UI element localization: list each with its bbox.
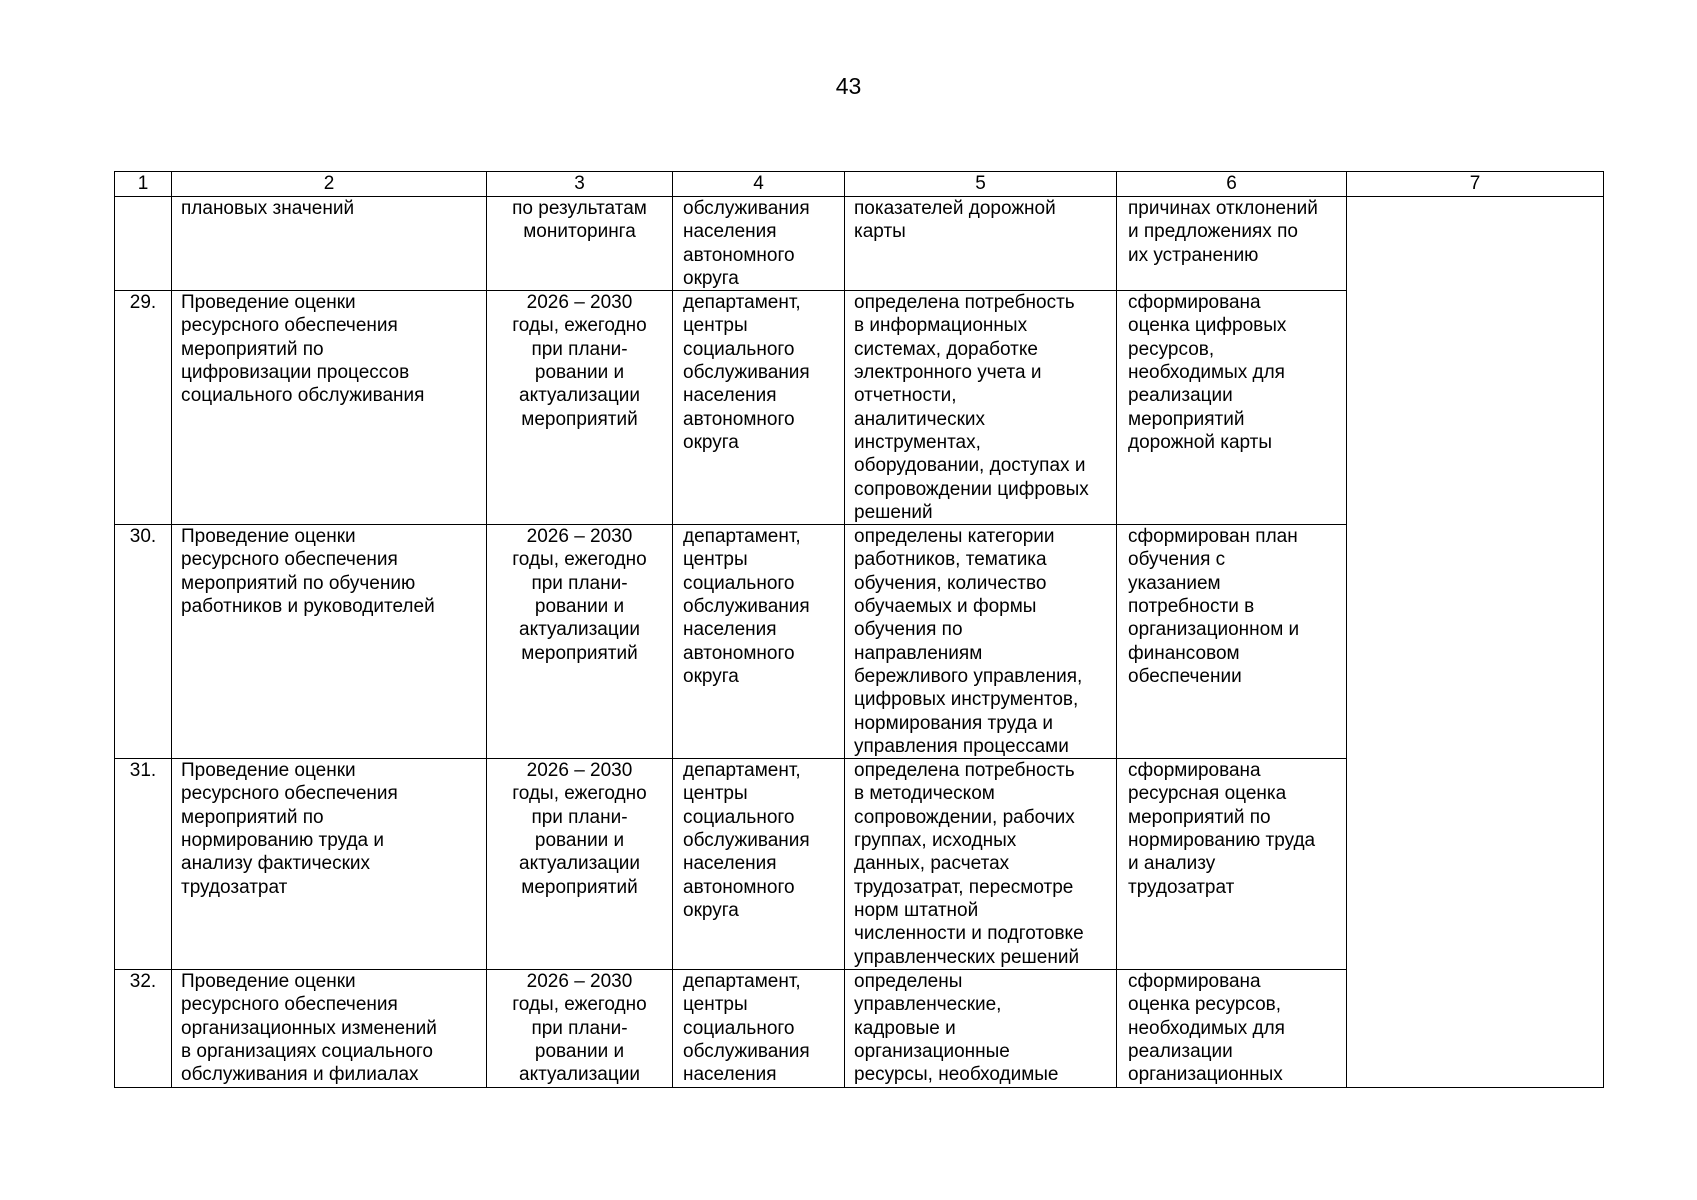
deadline-cell: 2026 – 2030 годы, ежегодно при плани- ровании и актуализации: [487, 970, 673, 1088]
result-cell: определена потребность в методическом сопровождении, рабочих группах, исходных данных, расчетах трудозатрат, пересмотре норм штатной численности и подготовке управленческих решений: [845, 759, 1117, 970]
column-header: 6: [1117, 172, 1347, 197]
result-cell: определены категории работников, тематика обучения, количество обучаемых и формы обучения по направлениям бережливого управления, цифровых инструментов, нормирования труда и управления процессами: [845, 525, 1117, 759]
table-header-row: [115, 172, 1604, 197]
activity-cell: Проведение оценки ресурсного обеспечения организационных изменений в организациях социального обслуживания и филиалах: [172, 970, 487, 1088]
column-header: 4: [673, 172, 845, 197]
row-number-cell: [115, 197, 172, 291]
responsible-cell: департамент, центры социального обслуживания населения автономного округа: [673, 759, 845, 970]
deadline-cell: 2026 – 2030 годы, ежегодно при плани- ровании и актуализации мероприятий: [487, 759, 673, 970]
activity-cell: плановых значений: [172, 197, 487, 291]
column-header: 2: [172, 172, 487, 197]
column-header: 1: [115, 172, 172, 197]
outcome-cell: сформирована оценка ресурсов, необходимых для реализации организационных: [1117, 970, 1347, 1088]
row-number-cell: 32.: [115, 970, 172, 1088]
responsible-cell: департамент, центры социального обслуживания населения автономного округа: [673, 291, 845, 525]
activity-cell: Проведение оценки ресурсного обеспечения мероприятий по нормированию труда и анализу фактических трудозатрат: [172, 759, 487, 970]
deadline-cell: 2026 – 2030 годы, ежегодно при плани- ровании и актуализации мероприятий: [487, 525, 673, 759]
result-cell: определена потребность в информационных системах, доработке электронного учета и отчетности, аналитических инструментах, оборудовании, доступах и сопровождении цифровых решений: [845, 291, 1117, 525]
row-number-cell: 30.: [115, 525, 172, 759]
column-header: 3: [487, 172, 673, 197]
responsible-cell: обслуживания населения автономного округа: [673, 197, 845, 291]
activity-cell: Проведение оценки ресурсного обеспечения мероприятий по цифровизации процессов социального обслуживания: [172, 291, 487, 525]
outcome-cell: сформирован план обучения с указанием потребности в организационном и финансовом обеспечении: [1117, 525, 1347, 759]
page-number: 43: [835, 73, 862, 99]
table-row: [115, 197, 1604, 291]
column-header: 5: [845, 172, 1117, 197]
outcome-cell: сформирована ресурсная оценка мероприятий по нормированию труда и анализу трудозатрат: [1117, 759, 1347, 970]
roadmap-table: [114, 171, 1604, 1088]
deadline-cell: 2026 – 2030 годы, ежегодно при плани- ровании и актуализации мероприятий: [487, 291, 673, 525]
notes-cell: [1347, 197, 1604, 1088]
responsible-cell: департамент, центры социального обслуживания населения: [673, 970, 845, 1088]
activity-cell: Проведение оценки ресурсного обеспечения мероприятий по обучению работников и руководителей: [172, 525, 487, 759]
row-number-cell: 29.: [115, 291, 172, 525]
result-cell: определены управленческие, кадровые и организационные ресурсы, необходимые: [845, 970, 1117, 1088]
result-cell: показателей дорожной карты: [845, 197, 1117, 291]
outcome-cell: сформирована оценка цифровых ресурсов, необходимых для реализации мероприятий дорожной карты: [1117, 291, 1347, 525]
deadline-cell: по результатам мониторинга: [487, 197, 673, 291]
row-number-cell: 31.: [115, 759, 172, 970]
column-header: 7: [1347, 172, 1604, 197]
outcome-cell: причинах отклонений и предложениях по их устранению: [1117, 197, 1347, 291]
responsible-cell: департамент, центры социального обслуживания населения автономного округа: [673, 525, 845, 759]
